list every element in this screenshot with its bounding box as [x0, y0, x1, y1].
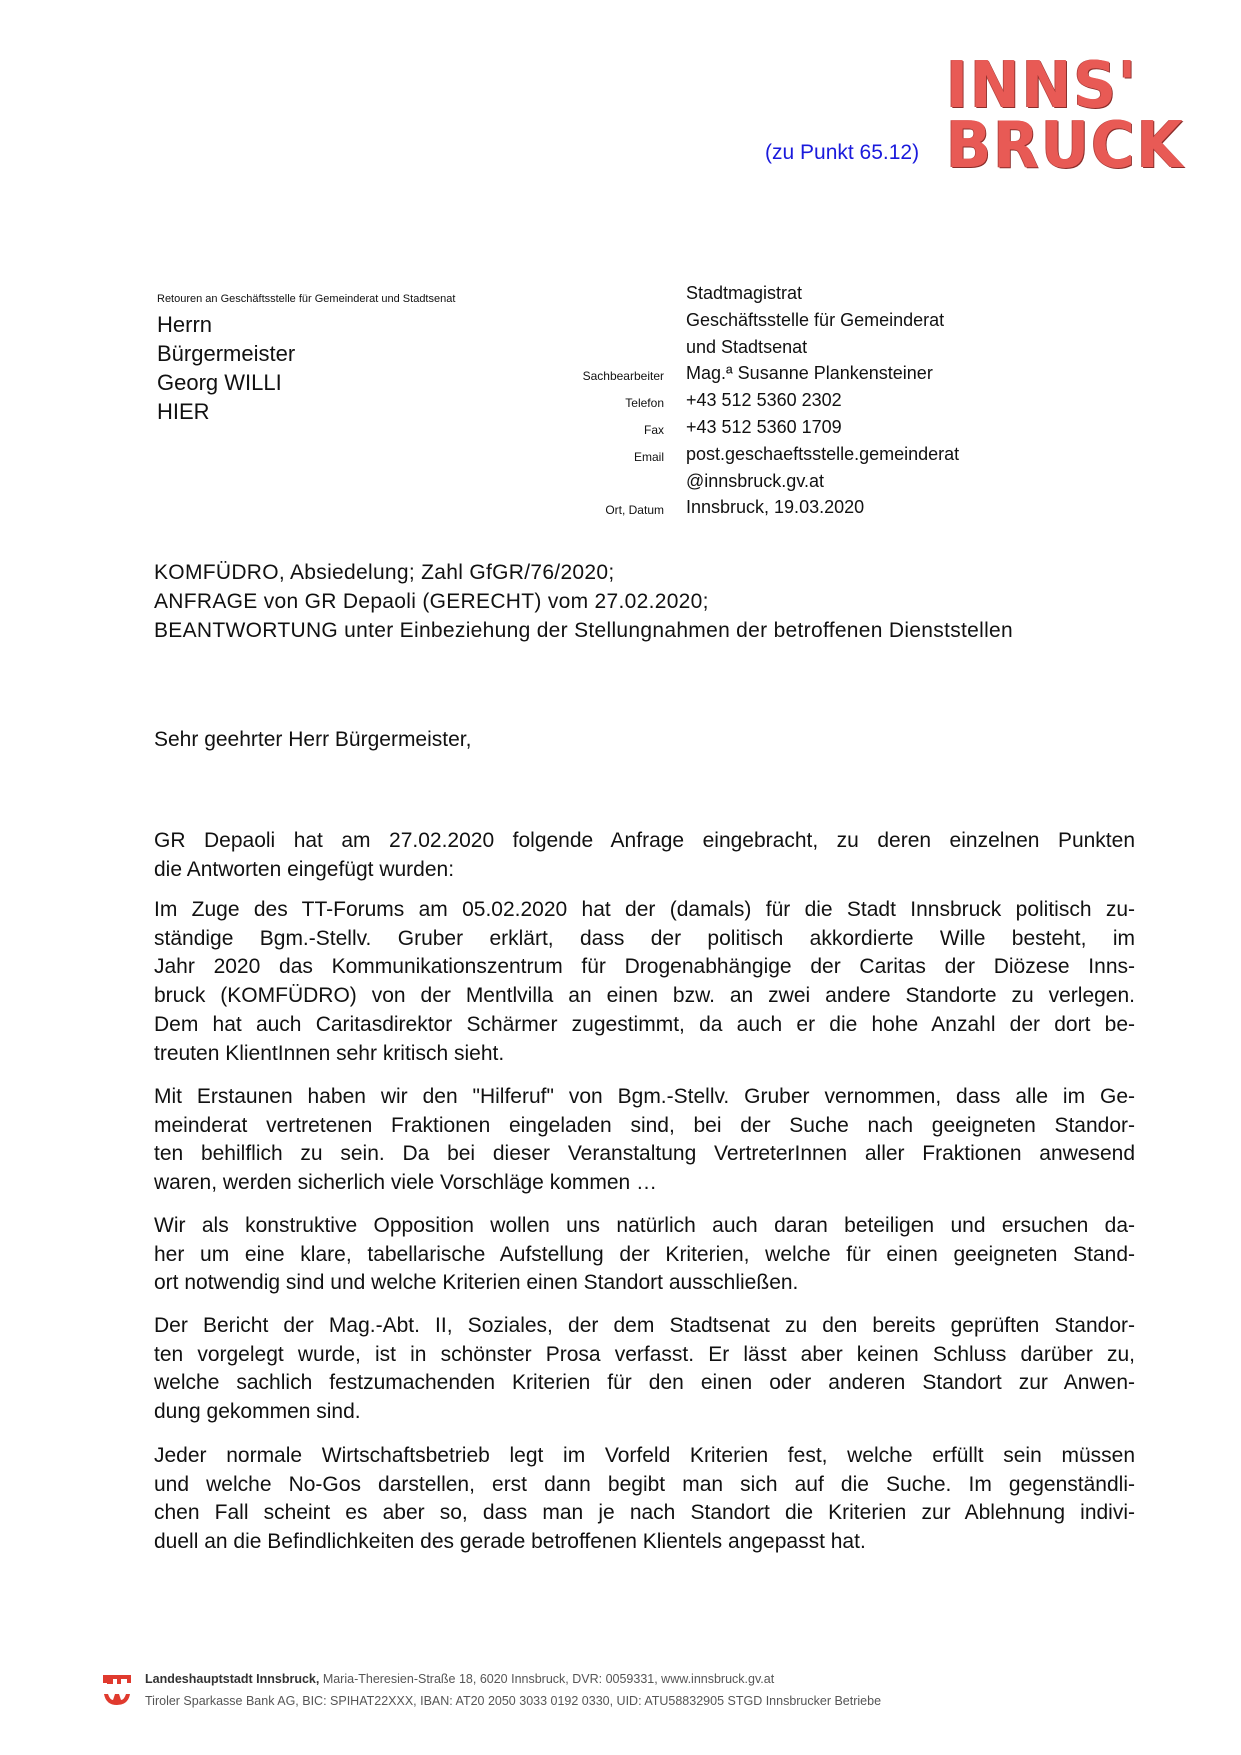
city-crest-icon [102, 1671, 132, 1711]
return-address-line: Retouren an Geschäftsstelle für Gemeinderat und Stadtsenat [157, 293, 456, 305]
sender-value: Stadtmagistrat [686, 283, 803, 303]
paragraph-line: ten behilflich zu sein. Da bei dieser Veranstaltung VertreterInnen aller Fraktionen anwesend [154, 1142, 1135, 1166]
sender-value: Innsbruck, 19.03.2020 [686, 497, 865, 518]
paragraph-line: waren, werden sicherlich viele Vorschläge kommen … [154, 1171, 658, 1195]
footer-address: Maria-Theresien-Straße 18, 6020 Innsbruck, DVR: 0059331, www.innsbruck.gv.at [319, 1672, 775, 1686]
agenda-reference: (zu Punkt 65.12) [765, 141, 920, 164]
sender-row [0, 417, 1241, 444]
paragraph [154, 1312, 1135, 1427]
paragraph-line: Jahr 2020 das Kommunikationszentrum für Drogenabhängige der Caritas der Diözese Inns- [154, 955, 1135, 979]
paragraph-line: dung gekommen sind. [154, 1400, 361, 1424]
paragraph-line: bruck (KOMFÜDRO) von der Mentlvilla an einen bzw. an zwei andere Standorte zu verlegen. [154, 984, 1135, 1008]
sender-row [0, 283, 1241, 310]
footer-address-line [145, 1668, 881, 1690]
innsbruck-logo [946, 49, 1185, 183]
sender-row [0, 497, 1241, 524]
sender-label: Fax [643, 423, 664, 437]
sender-label: Telefon [625, 396, 664, 411]
subject-block [154, 558, 1013, 645]
footer-city-name: Landeshauptstadt Innsbruck, [145, 1672, 320, 1686]
sender-row [0, 363, 1241, 390]
sender-row [0, 337, 1241, 364]
paragraph-line: duell an die Befindlichkeiten des gerade betroffenen Klientels angepasst hat. [154, 1530, 866, 1554]
sender-value: @innsbruck.gv.at [686, 470, 824, 491]
paragraph-line: und welche No-Gos darstellen, erst dann begibt man sich auf die Suche. Im gegenständli- [154, 1472, 1135, 1496]
paragraph [154, 1442, 1135, 1557]
sender-value: +43 512 5360 1709 [686, 417, 842, 437]
paragraph-line: GR Depaoli hat am 27.02.2020 folgende Anfrage eingebracht, zu deren einzelnen Punkten [154, 829, 1135, 852]
paragraph-line: Dem hat auch Caritasdirektor Schärmer zugestimmt, da auch er die hohe Anzahl der dort be- [154, 1012, 1135, 1036]
paragraph-line: treuten KlientInnen sehr kritisch sieht. [154, 1041, 505, 1065]
paragraph-line: chen Fall scheint es aber so, dass man je nach Standort die Kriterien zur Ablehnung indivi- [154, 1501, 1135, 1525]
subject-line: BEANTWORTUNG unter Einbeziehung der Stellungnahmen der betroffenen Dienststellen [154, 619, 1014, 642]
paragraph-line: Jeder normale Wirtschaftsbetrieb legt im Vorfeld Kriterien fest, welche erfüllt sein müssen [154, 1444, 1135, 1467]
paragraph-line: ständige Bgm.-Stellv. Gruber erklärt, dass der politisch akkordierte Wille besteht, im [154, 926, 1135, 950]
paragraph-line: ten vorgelegt wurde, ist in schönster Prosa verfasst. Er lässt aber keinen Schluss darüber zu, [154, 1342, 1135, 1366]
subject-line: KOMFÜDRO, Absiedelung; Zahl GfGR/76/2020; [154, 561, 615, 584]
footer [103, 1668, 881, 1712]
paragraph [154, 827, 1135, 884]
paragraph-line: Der Bericht der Mag.-Abt. II, Soziales, der dem Stadtsenat zu den bereits geprüften Standor- [154, 1314, 1135, 1337]
sender-value: post.geschaeftsstelle.gemeinderat [686, 443, 960, 464]
salutation: Sehr geehrter Herr Bürgermeister, [154, 728, 472, 751]
sender-row [0, 444, 1241, 471]
logo-line: BRUCK [946, 109, 1185, 183]
sender-value: +43 512 5360 2302 [686, 390, 842, 411]
subject-line: ANFRAGE von GR Depaoli (GERECHT) vom 27.02.2020; [154, 590, 709, 613]
footer-bank-line: Tiroler Sparkasse Bank AG, BIC: SPIHAT22XXX, IBAN: AT20 2050 3033 0192 0330, UID: ATU58832905 STGD Innsbrucker Betriebe [145, 1694, 882, 1708]
paragraph-line: Im Zuge des TT-Forums am 05.02.2020 hat der (damals) für die Stadt Innsbruck politisch zu- [154, 898, 1135, 921]
sender-value: Mag.ª Susanne Plankensteiner [686, 363, 933, 384]
paragraph [154, 1083, 1135, 1198]
address-line: Bürgermeister [157, 341, 296, 366]
sender-row [0, 471, 1241, 498]
logo-line: INNS' [946, 49, 1139, 123]
paragraph-line: Mit Erstaunen haben wir den "Hilferuf" von Bgm.-Stellv. Gruber vernommen, dass alle im Ge- [154, 1085, 1135, 1108]
paragraph-line: Wir als konstruktive Opposition wollen uns natürlich auch daran beteiligen und ersuchen da- [154, 1214, 1135, 1237]
paragraph [154, 896, 1135, 1068]
sender-row [0, 310, 1241, 337]
address-line: Herrn [157, 312, 213, 337]
sender-label: Email [633, 449, 664, 464]
paragraph [154, 1212, 1135, 1298]
paragraph-line: welche sachlich festzumachenden Kriterien für den einen oder anderen Standort zur Anwen- [154, 1371, 1135, 1395]
paragraph-line: meinderat vertretenen Fraktionen eingeladen sind, bei der Suche nach geeigneten Standor- [154, 1113, 1135, 1137]
address-line: Georg WILLI [157, 370, 282, 395]
paragraph-line: her um eine klare, tabellarische Aufstellung der Kriterien, welche für einen geeigneten Stand- [154, 1242, 1135, 1266]
paragraph-line: die Antworten eingefügt wurden: [154, 857, 455, 881]
sender-value: Geschäftsstelle für Gemeinderat [686, 309, 945, 330]
address-line: HIER [157, 399, 210, 424]
sender-row [0, 390, 1241, 417]
paragraph-line: ort notwendig sind und welche Kriterien einen Standort ausschließen. [154, 1271, 799, 1295]
sender-value: und Stadtsenat [686, 336, 808, 357]
sender-label: Sachbearbeiter [582, 369, 664, 384]
sender-label: Ort, Datum [605, 503, 664, 518]
